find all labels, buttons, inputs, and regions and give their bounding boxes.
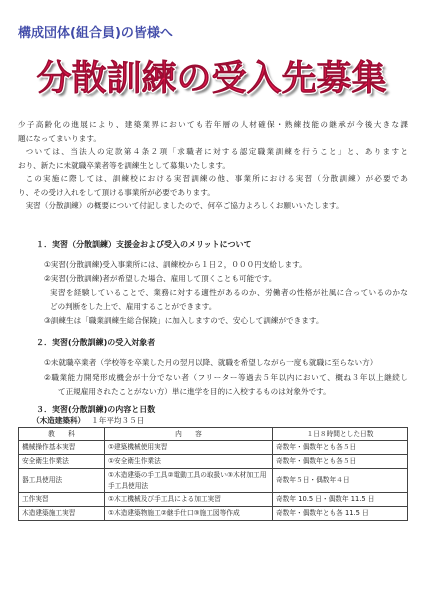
list-item: ②職業能力開発形成機会が十分でない者（フリーター等過去５年以内において、概ね３年以上継続し xyxy=(44,372,408,382)
table-row xyxy=(19,507,408,521)
course-name: （木造建築科） xyxy=(32,416,86,425)
section1-list xyxy=(44,258,408,328)
list-item: ②実習(分散訓練)者が希望した場合、雇用して頂くことも可能です。 xyxy=(44,274,277,283)
cell-content-line: ①木造建築物施工②継手仕口③施工図等作成 xyxy=(108,509,240,518)
cell-days: 奇数年 10.5 日・偶数年 11.5 日 xyxy=(273,493,408,507)
intro-line: この実施に際しては、訓練校における実習訓練の他、事業所における実習（分散訓練）が必要であ xyxy=(25,174,408,183)
table-row xyxy=(19,469,408,493)
cell-subject: 安全衛生作業法 xyxy=(19,455,105,469)
cell-content xyxy=(105,493,273,507)
cell-content-line: 手工具使用法 xyxy=(108,481,149,490)
intro-line: 実習（分散訓練）の概要について付記しましたので、何卒ご協力よろしくお願いいたします。 xyxy=(25,201,344,210)
table-row xyxy=(19,493,408,507)
list-item-continuation: て正規雇用されたことがない方）単に進学を目的に入校するものは対象外です。 xyxy=(58,387,331,396)
intro-line: 少子高齢化の進展により、建築業界においても若年層の人材確保・熟練技能の継承が今後大きな課 xyxy=(18,120,408,129)
header-days: １日８時間とした日数 xyxy=(273,428,408,441)
list-item-continuation: どの判断をした上で、雇用することができます。 xyxy=(50,302,217,311)
addressee-heading: 構成団体(組合員)の皆様へ xyxy=(18,26,173,41)
cell-content xyxy=(105,507,273,521)
training-days-table xyxy=(18,427,408,521)
cell-content-line: ①建築機械使用実習 xyxy=(108,443,168,452)
cell-days: 奇数年・偶数年とも各 11.5 日 xyxy=(273,507,408,521)
section3-heading: ３．実習(分散訓練)の内容と日数 xyxy=(36,405,156,414)
list-item: ①未就職卒業者（学校等を卒業した月の翌月以降、就職を希望しながら一度も就職に至らない方） xyxy=(44,358,378,367)
notice-title: 分散訓練の受入先募集 xyxy=(36,59,387,99)
cell-days: 奇数年５日・偶数年４日 xyxy=(273,469,408,493)
intro-paragraphs xyxy=(18,118,408,213)
table-row xyxy=(19,441,408,455)
cell-subject: 工作実習 xyxy=(19,493,105,507)
cell-content xyxy=(105,469,273,493)
course-average-days: １年平均３５日 xyxy=(91,416,145,425)
cell-subject: 器工具使用法 xyxy=(19,469,105,493)
intro-line: 題になってまいります。 xyxy=(18,133,101,143)
cell-subject: 機械操作基本実習 xyxy=(19,441,105,455)
section2-list xyxy=(44,356,408,400)
intro-line: ついては、当法人の定款第４条２項「求職者に対する認定職業訓練を行うこと」と、ありますと xyxy=(25,147,408,156)
table-row xyxy=(19,455,408,469)
list-item: ③訓練生は「職業訓練生総合保険」に加入しますので、安心して訓練ができます。 xyxy=(44,316,324,325)
table-header-row xyxy=(19,428,408,441)
course-summary xyxy=(32,415,144,427)
cell-content-line: ①安全衛生作業法 xyxy=(108,457,161,466)
intro-line: り、その受け入れをして頂ける事業所が必要であります。 xyxy=(18,187,215,197)
section2-heading: ２．実習(分散訓練)の受入対象者 xyxy=(36,338,156,347)
header-subject: 教 科 xyxy=(19,428,105,441)
cell-content-line: ①木造建築の手工具②電動工具の取扱い③木材加工用 xyxy=(108,471,267,479)
cell-content xyxy=(105,455,273,469)
cell-days: 奇数年・偶数年とも各５日 xyxy=(273,455,408,469)
cell-content-line: ①木工機械及び手工具による加工実習 xyxy=(108,495,221,504)
cell-days: 奇数年・偶数年とも各５日 xyxy=(273,441,408,455)
cell-subject: 木造建築施工実習 xyxy=(19,507,105,521)
intro-line: おり、新たに未就職卒業者等を訓練生として募集いたします。 xyxy=(18,160,231,170)
cell-content xyxy=(105,441,273,455)
header-content: 内 容 xyxy=(105,428,273,441)
list-item-continuation: 実習を経験していることで、業務に対する適性があるのか、労働者の性格が社風に合っているのかな xyxy=(50,288,408,297)
list-item: ①実習(分散訓練)受入事業所には、訓練校から１日２，０００円支給します。 xyxy=(44,260,307,269)
section1-heading: １．実習（分散訓練）支援金および受入のメリットについて xyxy=(36,240,252,249)
